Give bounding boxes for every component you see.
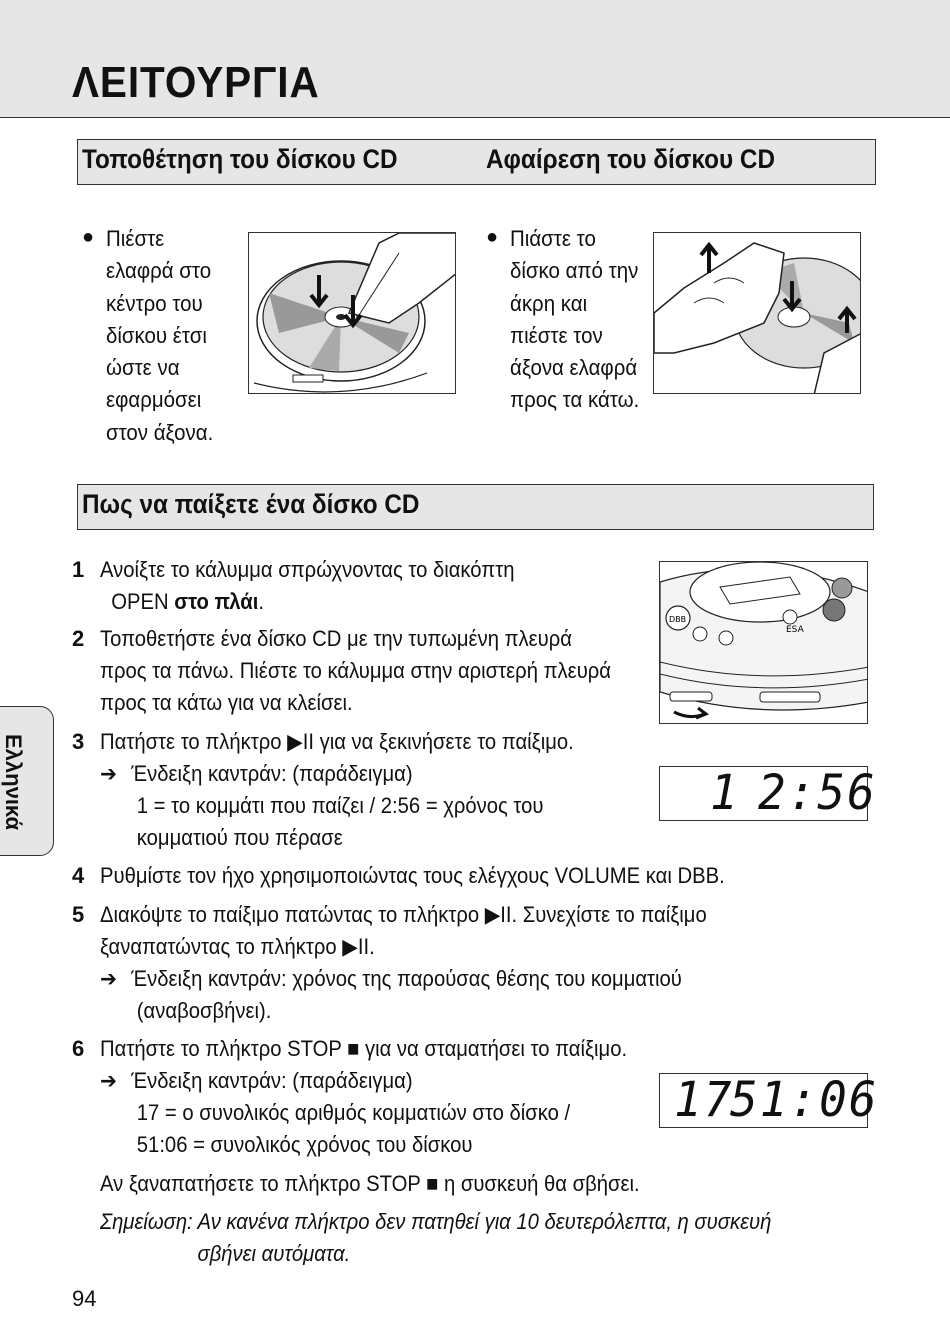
text-line xyxy=(100,822,574,854)
page-title: ΛΕΙΤΟΥΡΓΙΑ xyxy=(72,58,320,107)
svg-text:DBB: DBB xyxy=(669,615,687,624)
text-line xyxy=(100,995,707,1027)
arrow-icon: ➔ xyxy=(100,761,117,786)
step-number: 1 xyxy=(72,557,85,582)
lcd-total-tracks: 17 xyxy=(674,1070,734,1128)
text-line: άξονα ελαφρά xyxy=(510,355,638,381)
text-line xyxy=(100,1097,627,1129)
remove-cd-illustration xyxy=(653,232,861,394)
step-number: 2 xyxy=(72,626,85,651)
text-line: στον άξονα. xyxy=(106,419,214,445)
text-span: (αναβοσβήνει). xyxy=(136,998,272,1023)
bullet: ● xyxy=(486,226,499,248)
lcd-total-time: 51:06 xyxy=(730,1070,879,1128)
text-line: δίσκο από την xyxy=(510,258,639,284)
step-number: 3 xyxy=(72,729,85,754)
step-number: 5 xyxy=(72,902,85,927)
auto-off-note xyxy=(100,1206,771,1270)
text-line: σβήνει αυτόματα. xyxy=(197,1241,351,1266)
text-span: 17 = ο συνολικός αριθμός κομματιών στο δίσκο / xyxy=(136,1100,571,1125)
text-line: Πατήστε το πλήκτρο ▶II για να ξεκινήσετε το παίξιμο. xyxy=(100,729,574,754)
esa-label: ESA xyxy=(786,625,804,635)
language-tab xyxy=(0,706,54,856)
text-line xyxy=(100,1129,627,1161)
lcd-display-example-2 xyxy=(659,1070,879,1128)
text-span: Ένδειξη καντράν: χρόνος της παρούσας θέσης του κομματιού xyxy=(131,966,682,991)
text-span: . xyxy=(258,589,265,614)
text-line: άκρη και xyxy=(510,290,588,316)
text-line: εφαρμόσει xyxy=(106,387,202,413)
language-tab-label: Ελληνικά xyxy=(1,734,26,830)
step-number: 4 xyxy=(72,863,85,888)
text-line xyxy=(100,790,574,822)
remove-cd-title: Αφαίρεση του δίσκου CD xyxy=(486,144,776,174)
text-span: Ένδειξη καντράν: (παράδειγμα) xyxy=(131,1068,413,1093)
remove-cd-instructions xyxy=(510,223,639,417)
text-line: Ρυθμίστε τον ήχο χρησιμοποιώντας τους ελέγχους VOLUME και DBB. xyxy=(100,863,725,888)
bold-text: στο πλάι xyxy=(174,589,259,614)
page-number: 94 xyxy=(72,1286,97,1311)
text-line: ώστε να xyxy=(106,355,180,381)
text-line xyxy=(100,758,574,790)
text-span: κομματιού που πέρασε xyxy=(136,825,343,850)
text-span: 1 = το κομμάτι που παίζει / 2:56 = χρόνος του xyxy=(136,793,544,818)
text-line: Ανοίξτε το κάλυμμα σπρώχνοντας το διακόπτη xyxy=(100,557,515,582)
text-line: προς τα κάτω για να κλείσει. xyxy=(100,690,353,715)
text-line: Αν ξαναπατήσετε το πλήκτρο STOP ■ η συσκευή θα σβήσει. xyxy=(100,1171,640,1196)
lcd-time: 2:56 xyxy=(758,763,877,821)
text-span: 51:06 = συνολικός χρόνος του δίσκου xyxy=(136,1132,473,1157)
lcd-display-example-1 xyxy=(659,763,877,821)
cd-player-illustration xyxy=(659,561,868,724)
text-line: Πατήστε το πλήκτρο STOP ■ για να σταματήσει το παίξιμο. xyxy=(100,1036,628,1061)
text-span: OPEN xyxy=(111,589,175,614)
text-line: Πιάστε το xyxy=(510,226,596,251)
text-line xyxy=(100,586,514,618)
insert-cd-illustration xyxy=(248,232,456,394)
text-line: προς τα κάτω. xyxy=(510,387,640,413)
lcd-track: 1 xyxy=(710,763,740,821)
text-line: πιέστε τον xyxy=(510,322,603,348)
text-line: δίσκου έτσι xyxy=(106,322,207,348)
text-line: Πιέστε xyxy=(106,226,165,251)
text-line: ελαφρά στο xyxy=(106,258,212,284)
arrow-icon: ➔ xyxy=(100,966,117,991)
text-line: Διακόψτε το παίξιμο πατώντας το πλήκτρο ▶II. Συνεχίστε το παίξιμο xyxy=(100,902,707,927)
text-line xyxy=(100,963,707,995)
page-header xyxy=(0,0,950,118)
text-line: Τοποθετήστε ένα δίσκο CD με την τυπωμένη πλευρά xyxy=(100,626,572,651)
text-span: Ένδειξη καντράν: (παράδειγμα) xyxy=(131,761,413,786)
insert-cd-instructions xyxy=(106,223,213,449)
text-line: Σημείωση: Αν κανένα πλήκτρο δεν πατηθεί για 10 δευτερόλεπτα, η συσκευή xyxy=(100,1209,772,1234)
step-number: 6 xyxy=(72,1036,85,1061)
text-line: προς τα πάνω. Πιέστε το κάλυμμα στην αριστερή πλευρά xyxy=(100,658,611,683)
insert-cd-title: Τοποθέτηση του δίσκου CD xyxy=(82,144,398,174)
bullet: ● xyxy=(82,226,95,248)
text-line: ξαναπατώντας το πλήκτρο ▶II. xyxy=(100,934,375,959)
arrow-icon: ➔ xyxy=(100,1068,117,1093)
section-play-header xyxy=(77,484,874,530)
text-line xyxy=(100,1065,627,1097)
text-line: κέντρο του xyxy=(106,290,203,316)
play-cd-title: Πως να παίξετε ένα δίσκο CD xyxy=(82,489,420,519)
section-insert-remove-header xyxy=(77,139,876,185)
